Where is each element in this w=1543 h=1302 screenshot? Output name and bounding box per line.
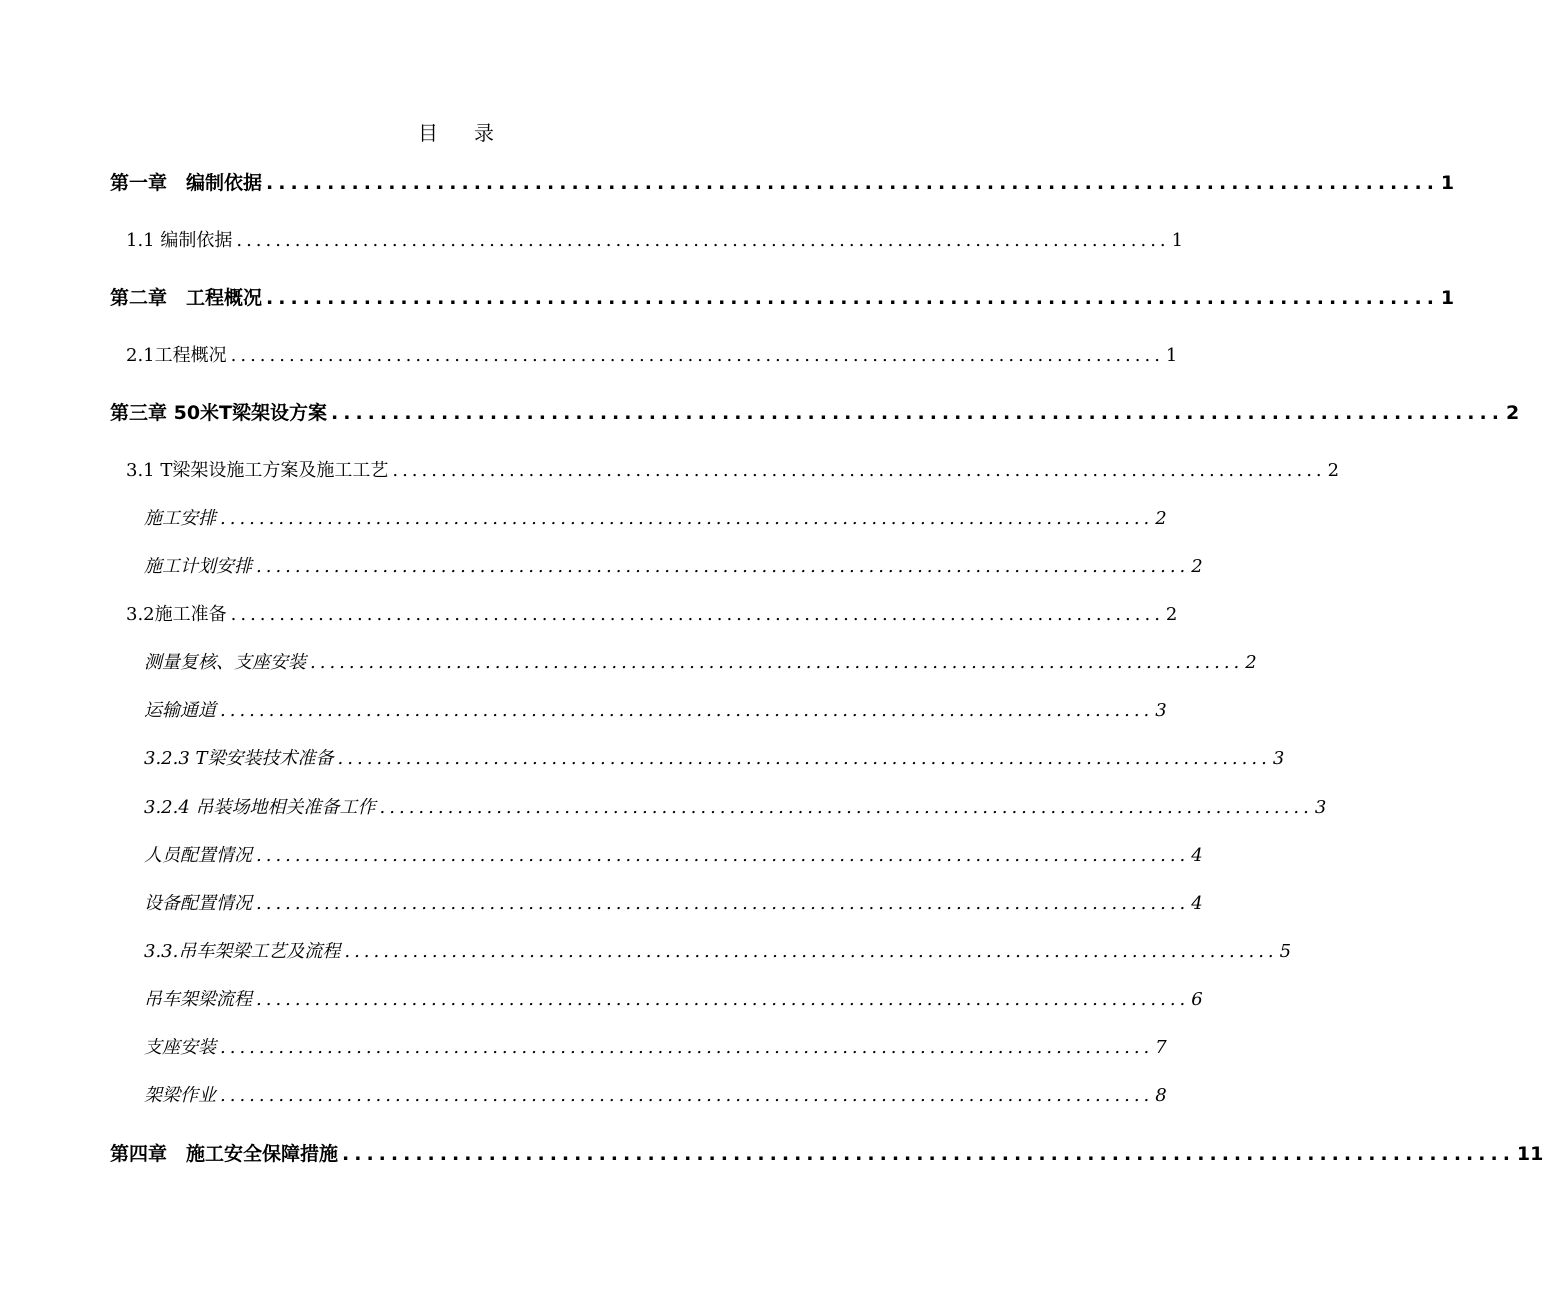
dot-leader: ................................................................................................: [266, 287, 1439, 309]
dot-leader: ................................................................................................: [220, 1085, 1154, 1106]
toc-page-number: 4: [1191, 845, 1203, 866]
toc-entry-label: 设备配置情况: [144, 893, 252, 914]
toc-page-number: 1: [1171, 230, 1184, 251]
toc-entry-chapter-4[interactable]: [110, 1139, 1543, 1166]
dot-leader: ................................................................................................: [392, 460, 1326, 481]
toc-entry-label: 支座安装: [144, 1037, 216, 1058]
toc-entry-label: 施工安排: [144, 508, 216, 529]
dot-leader: ................................................................................................: [220, 700, 1154, 721]
dot-leader: ................................................................................................: [230, 604, 1164, 625]
dot-leader: ................................................................................................: [310, 652, 1244, 673]
toc-entry-section-3-2[interactable]: [126, 600, 1178, 626]
toc-entry-label: 测量复核、支座安装: [144, 652, 306, 673]
toc-page-number: 3: [1272, 748, 1285, 769]
dot-leader: ................................................................................................: [379, 797, 1313, 818]
toc-entry-label: 3.1 T梁架设施工方案及施工工艺: [126, 460, 389, 481]
toc-entry-subsection[interactable]: [144, 985, 1203, 1011]
dot-leader: ................................................................................................: [337, 748, 1271, 769]
toc-page-number: 7: [1155, 1037, 1167, 1058]
toc-entry-subsection[interactable]: [144, 504, 1167, 530]
dot-leader: ................................................................................................: [236, 230, 1170, 251]
toc-entry-label: 3.2施工准备: [126, 604, 227, 625]
toc-entry-label: 运输通道: [144, 700, 216, 721]
toc-entry-chapter-1[interactable]: [110, 168, 1455, 195]
toc-page-number: 8: [1155, 1085, 1167, 1106]
toc-page-number: 1: [1440, 172, 1455, 194]
toc-page-number: 2: [1191, 556, 1203, 577]
toc-page-number: 3: [1155, 700, 1167, 721]
toc-entry-label: 人员配置情况: [144, 845, 252, 866]
dot-leader: ................................................................................................: [266, 172, 1439, 194]
toc-entry-section-1-1[interactable]: [126, 226, 1184, 252]
dot-leader: ................................................................................................: [256, 989, 1190, 1010]
toc-entry-label: 3.2.3 T梁安装技术准备: [144, 748, 334, 769]
toc-entry-section-3-1[interactable]: [126, 456, 1340, 482]
toc-page-number: 3: [1314, 797, 1327, 818]
toc-page-number: 1: [1165, 345, 1178, 366]
dot-leader: ................................................................................................: [331, 402, 1504, 424]
dot-leader: ................................................................................................: [220, 508, 1154, 529]
toc-entry-subsection[interactable]: [144, 793, 1327, 819]
toc-entry-label: 第四章 施工安全保障措施: [110, 1143, 339, 1165]
toc-entry-label: 吊车架梁流程: [144, 989, 252, 1010]
toc-entry-label: 第三章 50米T梁架设方案: [110, 402, 328, 424]
toc-entry-section-2-1[interactable]: [126, 341, 1178, 367]
dot-leader: ................................................................................................: [256, 845, 1190, 866]
toc-page-number: 6: [1191, 989, 1203, 1010]
toc-page-number: 2: [1165, 604, 1178, 625]
toc-page-number: 2: [1155, 508, 1167, 529]
toc-entry-subsection[interactable]: [144, 1033, 1167, 1059]
toc-entry-subsection[interactable]: [144, 889, 1203, 915]
dot-leader: ................................................................................................: [256, 556, 1190, 577]
toc-entry-subsection[interactable]: [144, 937, 1292, 963]
toc-entry-label: 第一章 编制依据: [110, 172, 263, 194]
toc-page-number: 4: [1191, 893, 1203, 914]
toc-page-number: 5: [1279, 941, 1292, 962]
toc-entry-label: 3.2.4 吊装场地相关准备工作: [144, 797, 376, 818]
toc-page-number: 2: [1327, 460, 1340, 481]
toc-title: 目 录: [418, 121, 502, 145]
toc-entry-chapter-3[interactable]: [110, 398, 1520, 425]
dot-leader: ................................................................................................: [256, 893, 1190, 914]
toc-page-number: 11: [1516, 1143, 1543, 1165]
toc-page-number: 2: [1505, 402, 1520, 424]
toc-page-number: 2: [1245, 652, 1257, 673]
toc-entry-chapter-2[interactable]: [110, 283, 1455, 310]
toc-entry-subsection[interactable]: [144, 1081, 1167, 1107]
dot-leader: ................................................................................................: [342, 1143, 1515, 1165]
toc-entry-subsection[interactable]: [144, 841, 1203, 867]
toc-entry-label: 架梁作业: [144, 1085, 216, 1106]
toc-entry-subsection[interactable]: [144, 696, 1167, 722]
toc-entry-subsection[interactable]: [144, 552, 1203, 578]
toc-entry-subsection[interactable]: [144, 744, 1285, 770]
toc-page-number: 1: [1440, 287, 1455, 309]
toc-entry-subsection[interactable]: [144, 648, 1257, 674]
dot-leader: ................................................................................................: [220, 1037, 1154, 1058]
toc-entry-label: 1.1 编制依据: [126, 230, 233, 251]
dot-leader: ................................................................................................: [230, 345, 1164, 366]
dot-leader: ................................................................................................: [344, 941, 1278, 962]
toc-entry-label: 3.3.吊车架梁工艺及流程: [144, 941, 341, 962]
toc-entry-label: 第二章 工程概况: [110, 287, 263, 309]
toc-entry-label: 施工计划安排: [144, 556, 252, 577]
toc-entry-label: 2.1工程概况: [126, 345, 227, 366]
